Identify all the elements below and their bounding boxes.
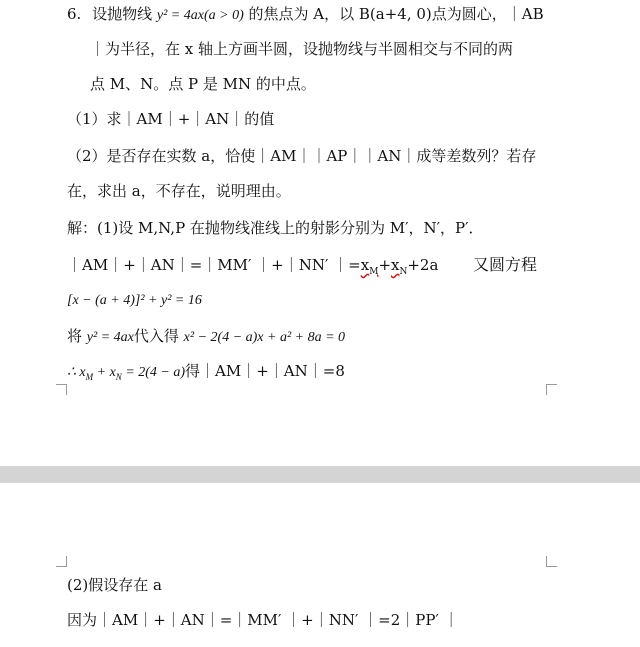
- solution-line-2: ｜AM｜+｜AN｜=｜MM′ ｜+｜NN′ $|=x_M+x_N+2a$: [67, 256, 439, 277]
- question-number: 6.: [67, 5, 82, 23]
- solution-line-5: ∴ $x_M + x_N = 2(4 - a)$得｜AM｜+｜AN｜=8: [67, 362, 345, 382]
- xm-term: $x_M$: [360, 256, 379, 277]
- circle-equation: [x − (a + 4)]² + y² = 16: [67, 293, 202, 308]
- solution-line-1: 解：(1)设 M,N,P 在抛物线准线上的射影分别为 M′，N′，P′．: [67, 219, 484, 237]
- part-2-question-line-2: 在，求出 a，不存在，说明理由。: [67, 182, 291, 200]
- question-line-2: ｜为半径，在 x 轴上方画半圆，设抛物线与半圆相交与不同的两: [90, 40, 513, 58]
- margin-mark-top-right: [546, 556, 557, 567]
- part-1-question: （1）求｜AM｜+｜AN｜的值: [67, 110, 275, 128]
- margin-mark-bottom-left: [56, 384, 67, 395]
- solution-line-4: 将 y² = 4ax代入得 x² − 2(4 − a)x + a² + 8a = 0: [67, 327, 346, 345]
- page-separator: [0, 466, 640, 483]
- margin-mark-top-left: [56, 556, 67, 567]
- xn-term: $x_N$: [391, 256, 408, 277]
- page-2-line-2: 因为｜AM｜+｜AN｜=｜MM′ ｜+｜NN′ ｜=2｜PP′ ｜: [67, 611, 459, 629]
- question-line-3: 点 M、N。点 P 是 MN 的中点。: [90, 75, 316, 93]
- page-2-line-1: (2)假设存在 a: [67, 576, 162, 594]
- part-2-question-line-1: （2）是否存在实数 a，恰使｜AM｜｜AP｜｜AN｜成等差数列？若存: [67, 147, 537, 165]
- margin-mark-bottom-right: [546, 384, 557, 395]
- circle-equation-label: 又圆方程: [473, 255, 538, 274]
- question-line-1: 6. 设抛物线 y² = 4ax(a > 0) 的焦点为 A，以 B(a+4, 0)点为圆心，｜AB: [67, 5, 544, 23]
